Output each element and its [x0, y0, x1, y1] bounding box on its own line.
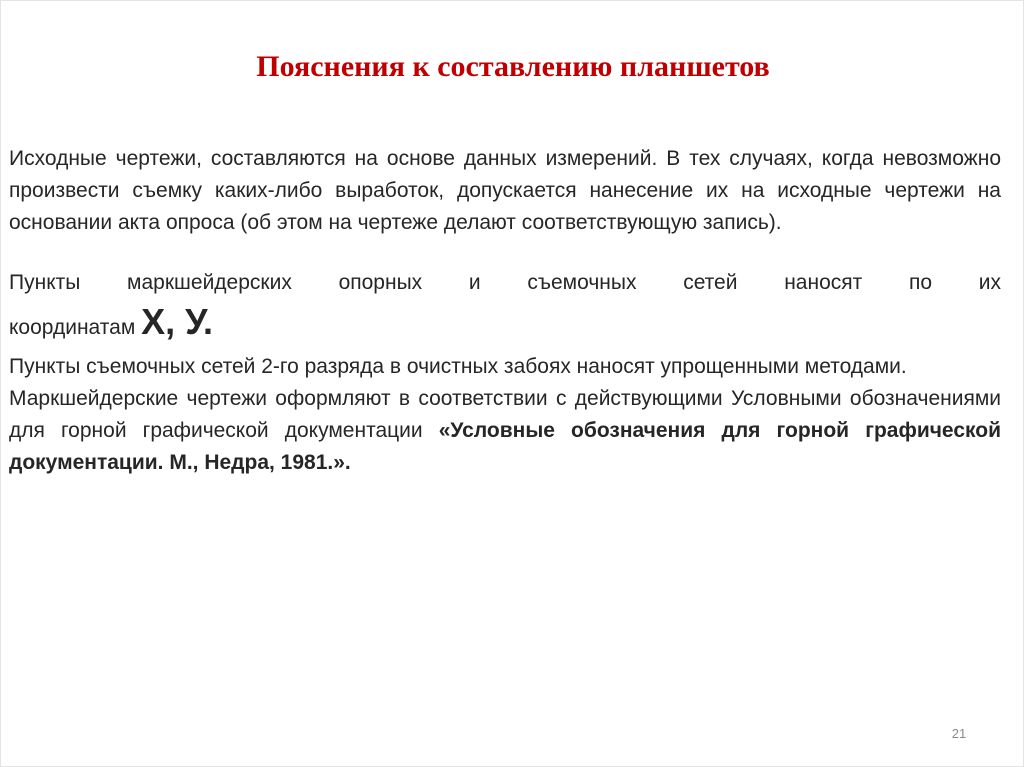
- coordinates-xy: Х, У.: [141, 301, 214, 342]
- slide-title: Пояснения к составлению планшетов: [256, 50, 770, 83]
- paragraph-survey-points-line2: [9, 299, 1001, 351]
- paragraph-survey-points-line1: Пункты маркшейдерских опорных и съемочных сетей наносят по их: [9, 271, 1001, 294]
- standards-text: Маркшейдерские чертежи оформляют в соответствии с действующими Условными обозначениями для горной графической документации: [9, 387, 1001, 442]
- coordinates-prefix: координатам: [9, 316, 142, 339]
- paragraph-drawing-standards: [9, 383, 1001, 479]
- slide-body: [9, 143, 1001, 479]
- standards-reference: «Условные обозначения для горной графической документации. М., Недра, 1981.».: [9, 419, 1001, 474]
- paragraph-source-drawings: Исходные чертежи, составляются на основе данных измерений. В тех случаях, когда невозможно произвести съемку каких-либо выработок, допускается нанесение их на исходные чертежи на основании акта опроса (об этом на чертеже делают соответствующую запись).: [9, 147, 1001, 234]
- paragraph-stope-points: Пункты съемочных сетей 2-го разряда в очистных забоях наносят упрощенными методами.: [9, 355, 907, 378]
- page-number: 21: [951, 726, 967, 741]
